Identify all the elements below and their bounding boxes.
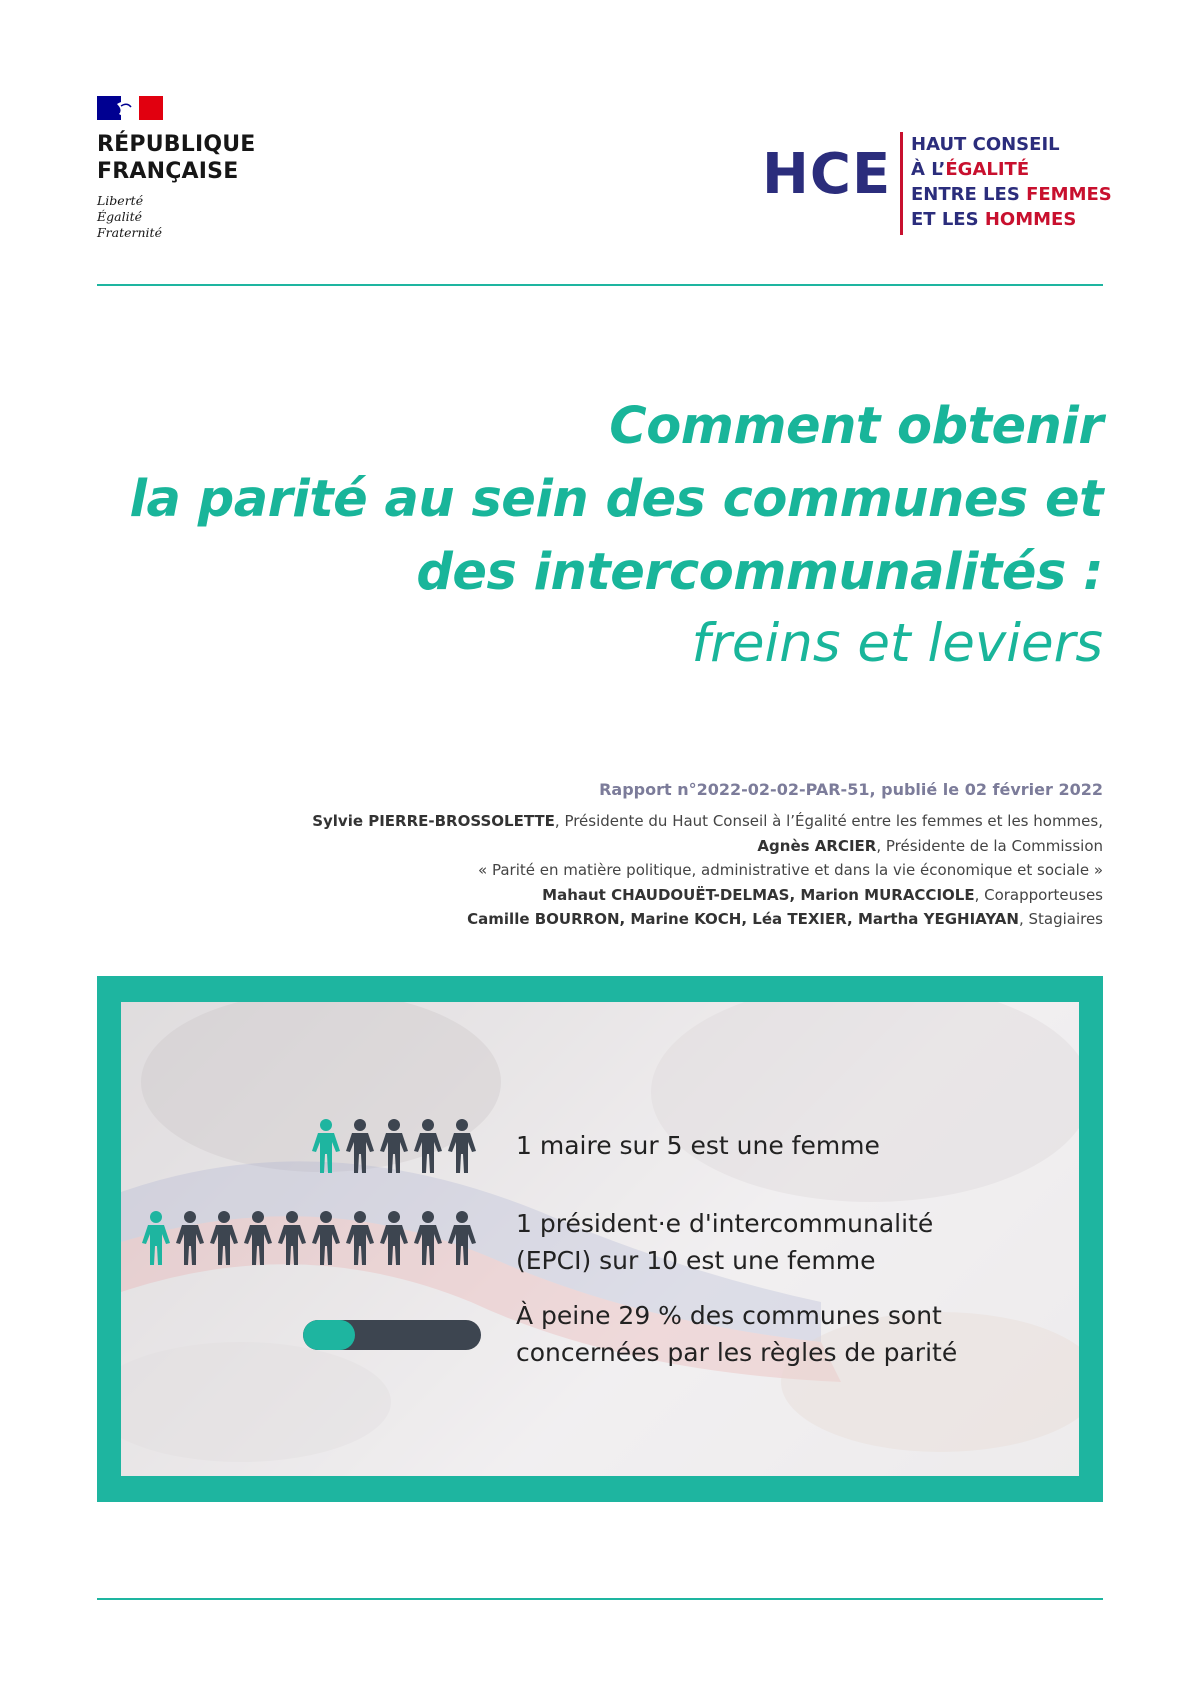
man-icon — [309, 1210, 343, 1266]
epci-pictogram — [139, 1210, 479, 1266]
man-icon — [411, 1118, 445, 1174]
hce-full-name: HAUT CONSEIL À L’ÉGALITÉ ENTRE LES FEMMES ET LES HOMMES — [911, 134, 1112, 230]
man-icon — [241, 1210, 275, 1266]
man-icon — [445, 1118, 479, 1174]
credit-line: Camille BOURRON, Marine KOCH, Léa TEXIER, Martha YEGHIAYAN, Stagiaires — [467, 910, 1103, 928]
man-icon — [275, 1210, 309, 1266]
woman-icon — [139, 1210, 173, 1266]
man-icon — [411, 1210, 445, 1266]
man-icon — [343, 1118, 377, 1174]
infographic-frame — [97, 976, 1103, 1502]
header-divider — [97, 284, 1103, 286]
infographic-panel — [121, 1002, 1079, 1476]
title-line-2: la parité au sein des communes et — [129, 470, 1103, 529]
credit-line: Mahaut CHAUDOUËT-DELMAS, Marion MURACCIOLE, Corapporteuses — [542, 885, 1103, 904]
republique-francaise-logo — [97, 96, 297, 241]
republique-motto: Liberté Égalité Fraternité — [97, 193, 162, 240]
man-icon — [173, 1210, 207, 1266]
hce-logo — [762, 130, 1122, 240]
hce-acronym: HCE — [762, 142, 892, 207]
stat-epci: 1 président·e d'intercommunalité (EPCI) sur 10 est une femme — [516, 1209, 934, 1275]
report-credits — [103, 780, 1103, 932]
credit-line: Agnès ARCIER, Présidente de la Commission — [757, 836, 1103, 855]
mayors-pictogram — [309, 1118, 479, 1174]
woman-icon — [309, 1118, 343, 1174]
report-number: Rapport n°2022-02-02-PAR-51, publié le 02 février 2022 — [599, 780, 1103, 799]
man-icon — [445, 1210, 479, 1266]
stat-communes: À peine 29 % des communes sont concernées par les règles de parité — [516, 1301, 958, 1367]
man-icon — [343, 1210, 377, 1266]
man-icon — [377, 1210, 411, 1266]
man-icon — [207, 1210, 241, 1266]
marianne-flag-icon — [97, 96, 163, 120]
republique-name: RÉPUBLIQUE FRANÇAISE — [97, 132, 256, 184]
stat-mayors: 1 maire sur 5 est une femme — [516, 1131, 880, 1160]
credit-line: « Parité en matière politique, administrative et dans la vie économique et sociale » — [478, 861, 1103, 879]
man-icon — [377, 1118, 411, 1174]
communes-progress-bar — [303, 1320, 481, 1350]
communes-progress-fill — [303, 1320, 355, 1350]
credit-line: Sylvie PIERRE-BROSSOLETTE, Présidente du Haut Conseil à l’Égalité entre les femmes et les hommes, — [312, 812, 1103, 830]
title-subtitle: freins et leviers — [691, 613, 1103, 674]
footer-divider — [97, 1598, 1103, 1600]
report-title — [130, 390, 1103, 679]
hce-divider — [900, 132, 903, 235]
title-line-1: Comment obtenir — [609, 397, 1103, 456]
title-line-3: des intercommunalités : — [416, 543, 1103, 602]
